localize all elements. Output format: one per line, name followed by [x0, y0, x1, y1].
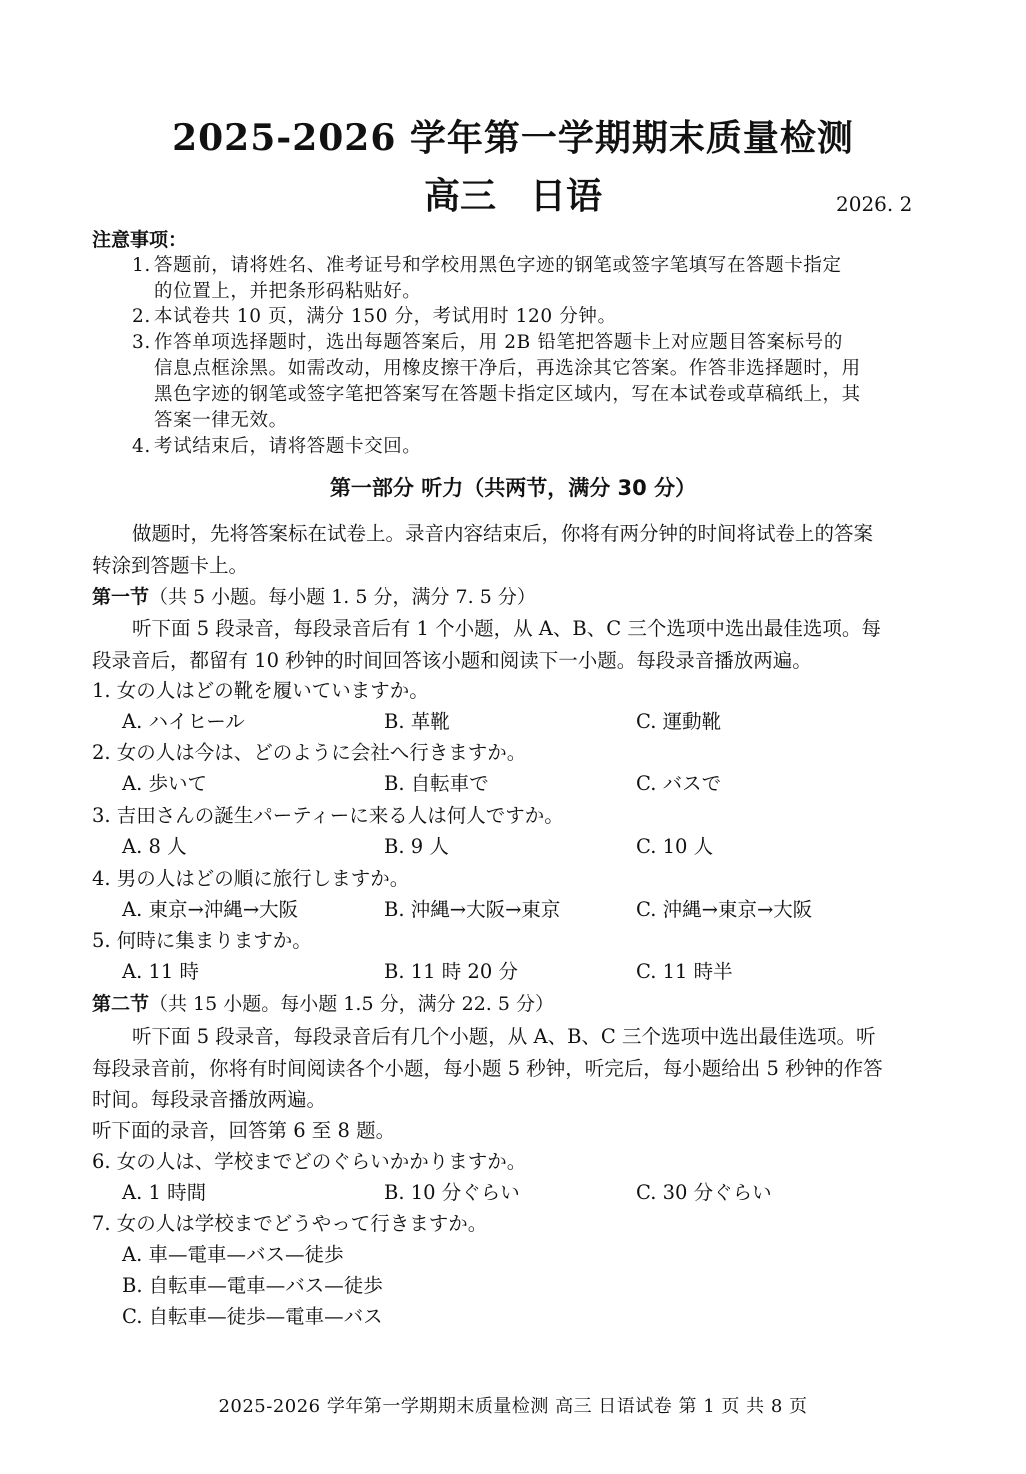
option-a: A. 東京→沖縄→大阪 — [122, 898, 299, 921]
question-5: 5. 何時に集まりますか。 — [92, 929, 312, 952]
option-a: A. 1 時間 — [122, 1181, 207, 1204]
note-item-4 — [132, 434, 924, 460]
instruction-line: 听下面 5 段录音，每段录音后有几个小题，从 A、B、C 三个选项中选出最佳选项。听 — [132, 1025, 876, 1048]
exam-date: 2026. 2 — [836, 192, 913, 216]
option-b: B. 沖縄→大阪→東京 — [384, 898, 561, 921]
question-4: 4. 男の人はどの順に旅行しますか。 — [92, 867, 410, 890]
notes-title: 注意事项： — [92, 229, 188, 251]
listening-prompt: 听下面的录音，回答第 6 至 8 题。 — [92, 1119, 396, 1142]
question-7-option-a: A. 車—電車—バス—徒歩 — [122, 1243, 344, 1266]
option-c: C. バスで — [636, 772, 722, 795]
question-7-option-c: C. 自転車—徒歩—電車—バス — [122, 1305, 383, 1328]
note-line: 答案一律无效。 — [154, 410, 288, 431]
note-item-1 — [132, 253, 924, 305]
section-one-instructions — [92, 613, 924, 676]
intro-text: 转涂到答题卡上。 — [92, 553, 249, 577]
section-two-heading — [92, 990, 924, 1018]
section-one-label: 第一节 — [92, 586, 150, 608]
page-footer: 2025-2026 学年第一学期期末质量检测 高三 日语试卷 第 1 页 共 8 页 — [218, 1396, 808, 1417]
exam-title: 2025-2026 学年第一学期期末质量检测 — [172, 117, 854, 159]
note-line: 的位置上，并把条形码粘贴好。 — [154, 281, 422, 302]
instruction-line: 每段录音前，你将有时间阅读各个小题，每小题 5 秒钟，听完后，每小题给出 5 秒钟的作答 — [92, 1056, 883, 1080]
section-one-heading — [92, 583, 924, 611]
note-line: 作答单项选择题时，选出每题答案后，用 2B 铅笔把答题卡上对应题目答案标号的 — [154, 332, 843, 353]
part-one-intro — [92, 518, 924, 581]
part-one-title: 第一部分 听力（共两节，满分 30 分） — [329, 476, 697, 500]
question-7-option-b: B. 自転車—電車—バス—徒歩 — [122, 1274, 383, 1297]
option-b: B. 9 人 — [384, 835, 449, 858]
option-b: B. 11 時 20 分 — [384, 960, 518, 983]
option-a: A. ハイヒール — [122, 710, 245, 733]
note-line: 考试结束后，请将答题卡交回。 — [154, 436, 422, 457]
question-6: 6. 女の人は、学校までどのぐらいかかりますか。 — [92, 1150, 527, 1173]
question-3: 3. 吉田さんの誕生パーティーに来る人は何人ですか。 — [92, 804, 564, 827]
question-2: 2. 女の人は今は、どのように会社へ行きますか。 — [92, 741, 527, 764]
option-c: C. 沖縄→東京→大阪 — [636, 898, 813, 921]
note-number: 1. — [132, 255, 151, 276]
note-line: 本试卷共 10 页，满分 150 分，考试用时 120 分钟。 — [154, 306, 617, 327]
note-line: 黑色字迹的钢笔或签字笔把答案写在答题卡指定区域内，写在本试卷或草稿纸上，其 — [154, 384, 861, 405]
option-c: C. 運動靴 — [636, 710, 722, 733]
instruction-line: 时间。每段录音播放两遍。 — [92, 1088, 327, 1111]
section-two-instructions — [92, 1021, 924, 1116]
note-number: 2. — [132, 306, 151, 327]
option-a: A. 歩いて — [122, 772, 207, 795]
intro-line — [92, 518, 924, 550]
note-number: 4. — [132, 436, 151, 457]
instruction-line: 听下面 5 段录音，每段录音后有 1 个小题，从 A、B、C 三个选项中选出最佳选项。每 — [132, 617, 881, 640]
note-item-2 — [132, 304, 924, 330]
grade-label: 高三 — [423, 175, 496, 217]
intro-line — [92, 550, 924, 582]
option-c: C. 11 時半 — [636, 960, 733, 983]
option-b: B. 10 分ぐらい — [384, 1181, 520, 1204]
note-line: 答题前，请将姓名、准考证号和学校用黑色字迹的钢笔或签字笔填写在答题卡指定 — [154, 255, 842, 276]
option-b: B. 革靴 — [384, 710, 450, 733]
option-c: C. 30 分ぐらい — [636, 1181, 772, 1204]
section-two-info: （共 15 小题。每小题 1.5 分，满分 22. 5 分） — [149, 993, 554, 1015]
question-7: 7. 女の人は学校までどうやって行きますか。 — [92, 1212, 488, 1235]
note-number: 3. — [132, 332, 151, 353]
note-item-3 — [132, 330, 924, 434]
intro-text: 做题时，先将答案标在试卷上。录音内容结束后，你将有两分钟的时间将试卷上的答案 — [132, 522, 874, 545]
section-one-info: （共 5 小题。每小题 1. 5 分，满分 7. 5 分） — [149, 586, 536, 608]
option-b: B. 自転車で — [384, 772, 489, 795]
instruction-line: 段录音后，都留有 10 秒钟的时间回答该小题和阅读下一小题。每段录音播放两遍。 — [92, 648, 812, 672]
option-a: A. 8 人 — [122, 835, 187, 858]
question-1: 1. 女の人はどの靴を履いていますか。 — [92, 679, 429, 702]
note-line: 信息点框涂黑。如需改动，用橡皮擦干净后，再选涂其它答案。作答非选择题时，用 — [154, 358, 861, 379]
subject-label: 日语 — [530, 175, 603, 217]
option-c: C. 10 人 — [636, 835, 714, 858]
option-a: A. 11 時 — [122, 960, 199, 983]
section-two-label: 第二节 — [92, 993, 150, 1015]
